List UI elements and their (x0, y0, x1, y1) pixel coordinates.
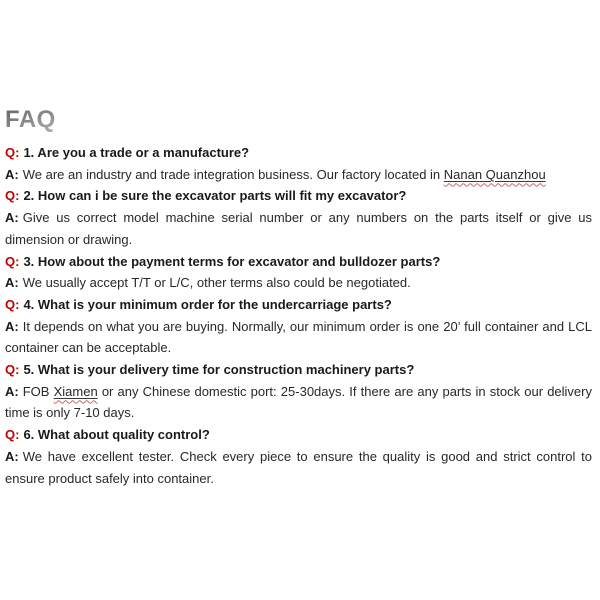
faq-answer-text: Give us correct model machine serial number or any numbers on the parts itself or give us dimension or drawing. (5, 210, 592, 247)
faq-item (5, 359, 592, 424)
faq-answer-text: We have excellent tester. Check every piece to ensure the quality is good and strict control to ensure product safely into container. (5, 448, 592, 486)
faq-question (5, 251, 592, 273)
faq-answer (5, 316, 592, 359)
a-label: A: (5, 318, 19, 334)
faq-question (5, 359, 592, 381)
faq-list (5, 142, 592, 489)
faq-answer-text: We are an industry and trade integration business. Our factory located in (22, 166, 444, 182)
q-label: Q: (5, 427, 20, 443)
faq-question-text: 4. What is your minimum order for the undercarriage parts? (23, 296, 392, 312)
faq-answer (5, 381, 592, 424)
faq-item (5, 142, 592, 185)
faq-item (5, 251, 592, 294)
faq-question-text: 3. How about the payment terms for excavator and bulldozer parts? (23, 253, 441, 269)
faq-item (5, 185, 592, 250)
faq-question (5, 142, 592, 164)
a-label: A: (5, 383, 19, 399)
faq-answer-underlined-text: Nanan Quanzhou (443, 166, 546, 182)
page-title: FAQ (5, 106, 56, 133)
faq-question-text: 6. What about quality control? (23, 427, 210, 443)
faq-question (5, 424, 592, 446)
faq-answer (5, 272, 592, 294)
faq-answer (5, 164, 592, 186)
q-label: Q: (5, 145, 20, 160)
faq-question-text: 5. What is your delivery time for construction machinery parts? (23, 362, 415, 378)
faq-question (5, 185, 592, 207)
a-label: A: (5, 166, 19, 182)
faq-question-text: 2. How can i be sure the excavator parts will fit my excavator? (23, 188, 407, 204)
faq-answer-underlined-text: Xiamen (53, 383, 98, 399)
faq-answer-text: or any Chinese domestic port: 25-30days. If there are any parts in stock our delivery time is only 7-10 days. (5, 383, 592, 421)
faq-answer-text: We usually accept T/T or L/C, other terms also could be negotiated. (22, 275, 411, 291)
faq-item (5, 424, 592, 489)
faq-answer-text: FOB (22, 383, 54, 399)
faq-answer-text: It depends on what you are buying. Normally, our minimum order is one 20’ full container and LCL container can be acceptable. (5, 318, 592, 356)
faq-question (5, 294, 592, 316)
faq-item (5, 294, 592, 359)
faq-answer (5, 207, 592, 250)
q-label: Q: (5, 362, 20, 378)
faq-question-text: 1. Are you a trade or a manufacture? (23, 145, 250, 160)
a-label: A: (5, 275, 19, 291)
q-label: Q: (5, 253, 20, 269)
a-label: A: (5, 210, 19, 226)
q-label: Q: (5, 296, 20, 312)
q-label: Q: (5, 188, 20, 204)
a-label: A: (5, 448, 19, 464)
faq-answer (5, 446, 592, 489)
